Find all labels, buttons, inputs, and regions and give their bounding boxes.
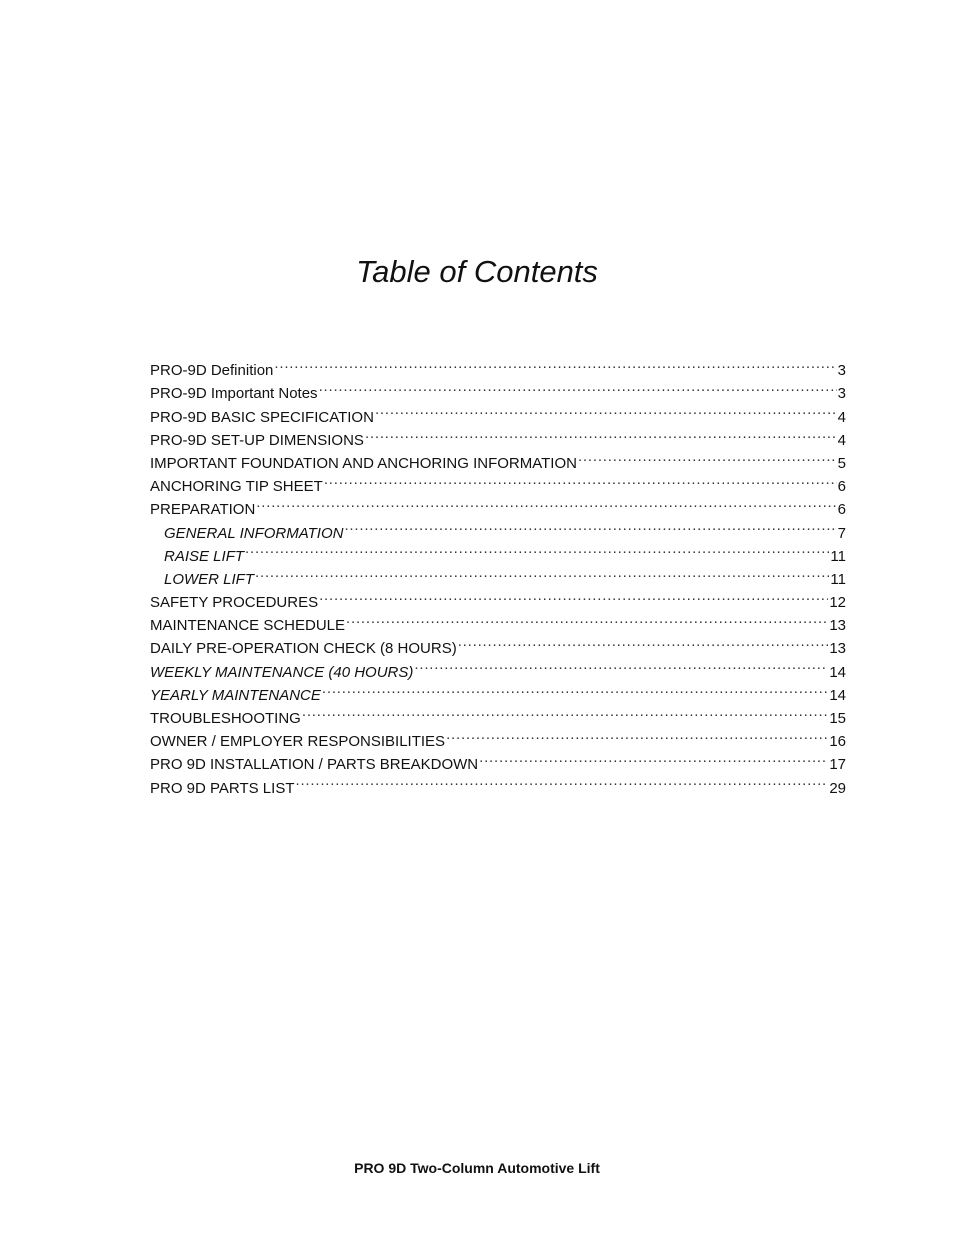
toc-leader-dots [346, 607, 828, 630]
page-title: Table of Contents [356, 254, 598, 289]
toc-leader-dots [344, 514, 836, 537]
toc-entry-page: 3 [837, 362, 846, 380]
toc-leader-dots [319, 375, 837, 398]
toc-leader-dots [319, 584, 828, 607]
toc-entry-label: PRO-9D SET-UP DIMENSIONS [150, 431, 364, 449]
toc-entry-page: 11 [830, 570, 846, 588]
toc-entry-label: OWNER / EMPLOYER RESPONSIBILITIES [150, 733, 446, 751]
toc-entry-label: YEARLY MAINTENANCE [150, 686, 321, 704]
toc-entry-page: 29 [829, 779, 846, 797]
toc-entry-label: LOWER LIFT [164, 570, 255, 588]
toc-leader-dots [256, 491, 836, 514]
toc-entry-label: IMPORTANT FOUNDATION AND ANCHORING INFORMATION [150, 454, 577, 472]
toc-leader-dots [414, 653, 828, 676]
table-of-contents [150, 352, 846, 797]
toc-leader-dots [458, 630, 829, 653]
toc-subentry[interactable] [150, 538, 846, 565]
toc-entry-page: 14 [829, 686, 846, 704]
toc-entry[interactable] [150, 584, 846, 612]
toc-leader-dots [245, 538, 829, 561]
toc-entry-label: WEEKLY MAINTENANCE (40 HOURS) [150, 663, 414, 681]
toc-leader-dots [578, 445, 837, 468]
toc-entry-label: DAILY PRE-OPERATION CHECK (8 HOURS) [150, 640, 457, 658]
toc-entry-page: 16 [829, 733, 846, 751]
toc-leader-dots [302, 700, 828, 723]
toc-entry-page: 12 [829, 594, 846, 612]
toc-leader-dots [375, 398, 837, 421]
toc-entry-page: 13 [829, 640, 846, 658]
toc-entry-label: PRO 9D PARTS LIST [150, 779, 295, 797]
toc-subentry[interactable] [150, 561, 846, 588]
toc-entry-page: 11 [830, 547, 846, 565]
toc-leader-dots [255, 561, 829, 584]
toc-leader-dots [296, 769, 829, 792]
toc-entry-label: PRO 9D INSTALLATION / PARTS BREAKDOWN [150, 756, 479, 774]
toc-entry-label: PREPARATION [150, 501, 256, 519]
toc-entry-page: 15 [829, 710, 846, 727]
toc-entry-label: MAINTENANCE SCHEDULE [150, 617, 346, 635]
toc-entry-label: SAFETY PROCEDURES [150, 594, 319, 612]
toc-entry-label: ANCHORING TIP SHEET [150, 478, 323, 496]
toc-entry-page: 17 [829, 756, 846, 774]
toc-entry-label: PRO-9D Definition [150, 362, 274, 380]
toc-entry-label: RAISE LIFT [164, 547, 245, 565]
page-footer: PRO 9D Two-Column Automotive Lift [354, 1160, 600, 1176]
toc-leader-dots [479, 746, 828, 769]
toc-entry[interactable] [150, 352, 846, 380]
toc-leader-dots [274, 352, 836, 375]
toc-entry-page: 14 [829, 663, 846, 681]
toc-leader-dots [322, 677, 828, 700]
toc-entry-label: PRO-9D BASIC SPECIFICATION [150, 408, 374, 426]
toc-entry-page: 13 [829, 617, 846, 635]
toc-entry-page: 7 [837, 524, 846, 542]
toc-entry-page: 3 [837, 385, 846, 403]
toc-entry-page: 6 [837, 478, 846, 496]
toc-entry-page: 5 [837, 454, 846, 472]
toc-leader-dots [446, 723, 828, 746]
toc-leader-dots [365, 422, 837, 445]
toc-entry-label: TROUBLESHOOTING [150, 710, 301, 727]
toc-leader-dots [324, 468, 837, 491]
toc-entry-page: 6 [837, 501, 846, 519]
toc-entry-page: 4 [837, 431, 846, 449]
toc-entry-label: GENERAL INFORMATION [164, 524, 344, 542]
toc-entry-page: 4 [837, 408, 846, 426]
toc-entry-label: PRO-9D Important Notes [150, 385, 318, 403]
